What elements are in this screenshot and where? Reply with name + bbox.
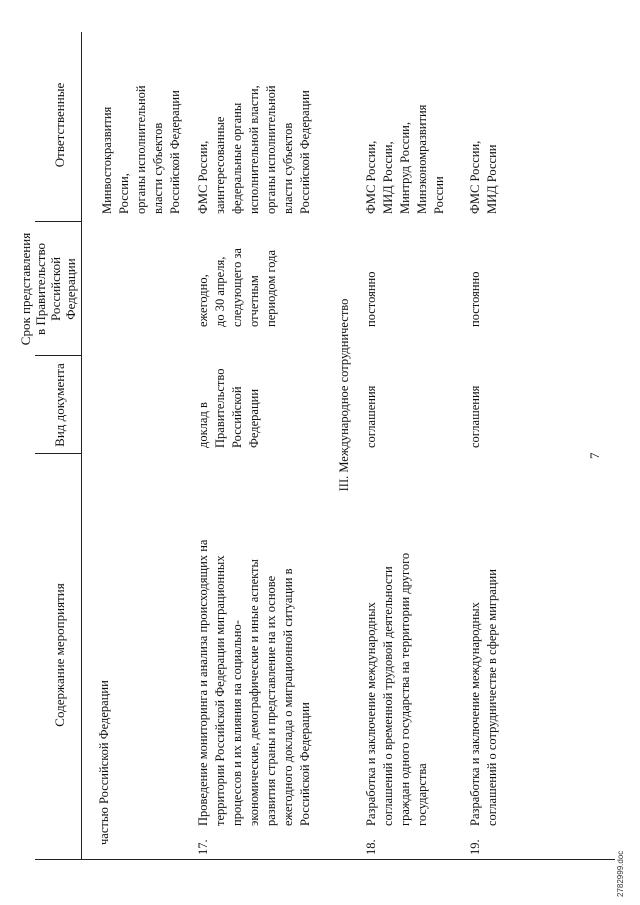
header-responsible: Ответственные	[52, 82, 67, 168]
row-deadline: постоянно	[364, 271, 378, 327]
row-number: 18.	[364, 839, 378, 855]
row-deadline: ежегодно, до 30 апреля, следующего за отчетным периодом года	[196, 248, 278, 327]
row-content: Разработка и заключение международных соглашений о временной трудовой деятельности граждан одного государства на территории другого государства	[364, 552, 429, 826]
header-deadline: Срок представления в Правительство Российской Федерации	[18, 232, 78, 346]
row-number: 17.	[196, 839, 210, 855]
row-doc-type: соглашения	[468, 385, 482, 448]
row-doc-type: соглашения	[364, 385, 378, 448]
table-column-divider	[35, 221, 81, 222]
header-content: Содержание мероприятия	[52, 583, 67, 727]
table-header-bottom	[81, 32, 82, 860]
header-doc-type: Вид документа	[52, 363, 67, 447]
row-content: Проведение мониторинга и анализа происходящих на территории Российской Федерации миграционных процессов и их влияния на социально- экономические, демографические и иные аспекты развития страны и представление на их основе ежегодного доклада о миграционной ситуации в Российской Федерации	[196, 539, 312, 826]
table-column-divider	[35, 453, 81, 454]
page-number: 7	[587, 452, 602, 459]
document-id: 2782999.doc	[616, 850, 625, 897]
row-responsible: ФМС России, заинтересованные федеральные органы исполнительной власти, органы исполнительной власти субъектов Российской Федерации	[196, 85, 312, 214]
row-responsible: ФМС России, МИД России, Минтруд России, Минэкономразвития России	[364, 104, 446, 214]
continuation-content: частью Российской Федерации	[97, 680, 111, 845]
row-responsible: ФМС России, МИД России	[468, 140, 499, 214]
section-title: III. Международное сотрудничество	[337, 298, 351, 492]
row-number: 19.	[468, 839, 482, 855]
table-border-left	[35, 859, 615, 860]
table-column-divider	[35, 355, 81, 356]
row-doc-type: доклад в Правительство Российской Федерации	[196, 368, 261, 448]
row-content: Разработка и заключение международных соглашений о сотрудничестве в сфере миграции	[468, 569, 499, 826]
row-deadline: постоянно	[468, 271, 482, 327]
continuation-responsible: Минвостокразвития России, органы исполнительной власти субъектов Российской Федерации	[100, 85, 182, 214]
